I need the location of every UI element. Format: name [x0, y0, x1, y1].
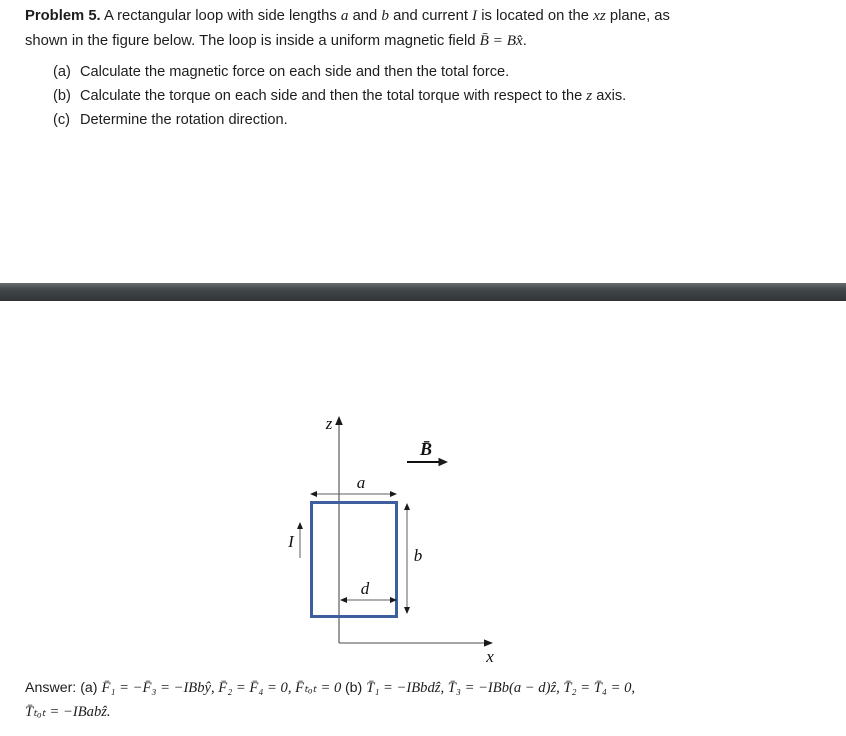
d-label: d	[360, 579, 370, 598]
current-label: I	[288, 532, 294, 551]
x-axis-label: x	[486, 647, 494, 666]
answer-text	[25, 676, 840, 724]
item-label: (b)	[53, 88, 71, 105]
answer-block	[25, 676, 840, 724]
item-text: Calculate the magnetic force on each side and then the total force.	[80, 64, 510, 80]
field-equation: B̄ = Bx̂	[479, 31, 523, 49]
problem-text: .	[522, 32, 527, 49]
question-item-b	[53, 84, 813, 108]
b-arrowhead-top	[404, 503, 410, 510]
answer-part-b: T̄₁ = −IBbdẑ, T̄₃ = −IBb(a − d)ẑ, T̄₂ = T̄₄ = 0,	[366, 680, 636, 696]
question-item-c	[53, 108, 813, 132]
item-math: z	[586, 87, 593, 105]
problem-text: shown in the figure below. The loop is inside a uniform magnetic field	[25, 32, 480, 49]
problem-text: is located on the	[477, 8, 594, 24]
var-plane: xz	[593, 7, 606, 24]
z-axis-label: z	[325, 414, 333, 433]
a-arrowhead-right	[390, 491, 397, 497]
problem-text: and current	[388, 8, 473, 24]
loop-figure	[270, 405, 510, 670]
question-list	[53, 60, 813, 133]
problem-text: plane, as	[605, 8, 670, 24]
answer-line2: T̄ₜₒₜ = −IBabẑ.	[25, 704, 111, 721]
problem-number: Problem 5.	[25, 8, 101, 24]
question-item-a	[53, 60, 813, 84]
item-text: Determine the rotation direction.	[80, 112, 288, 129]
problem-text: A rectangular loop with side lengths	[100, 8, 341, 24]
item-label: (c)	[53, 112, 71, 129]
var-current: I	[472, 7, 478, 24]
answer-prefix: Answer: (a)	[25, 680, 102, 696]
loop-rect	[312, 503, 397, 617]
z-axis-arrowhead	[335, 416, 343, 425]
problem-text: and	[348, 8, 382, 24]
var-b: b	[381, 7, 389, 24]
x-axis-arrowhead	[484, 639, 493, 646]
problem-statement	[25, 4, 830, 53]
answer-b-label: (b)	[344, 680, 367, 696]
var-a: a	[340, 7, 349, 24]
answer-part-a: F̄₁ = −F̄₃ = −IBbŷ, F̄₂ = F̄₄ = 0, F̄ₜₒₜ = 0	[101, 680, 345, 696]
field-arrowhead	[439, 458, 449, 466]
current-arrowhead	[297, 522, 303, 529]
b-label: b	[413, 546, 423, 565]
page-separator-bar	[0, 283, 846, 301]
d-arrowhead-left	[340, 597, 347, 603]
item-text: Calculate the torque on each side and then the total torque with respect to the	[80, 88, 587, 105]
a-label: a	[356, 473, 366, 492]
a-arrowhead-left	[310, 491, 317, 497]
b-arrowhead-bottom	[404, 607, 410, 614]
item-label: (a)	[53, 64, 71, 80]
field-label: B̄	[419, 439, 433, 459]
item-text: axis.	[592, 88, 627, 105]
